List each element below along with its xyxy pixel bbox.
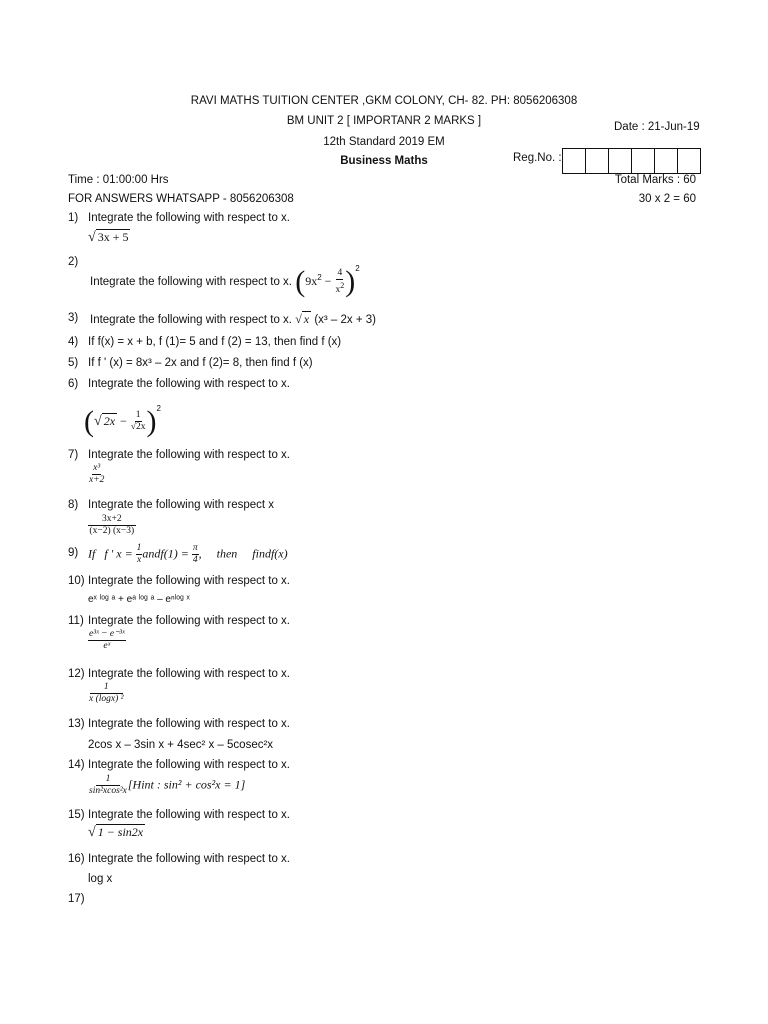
- expr-numerator: 4: [337, 267, 343, 278]
- question-number: 9): [68, 547, 79, 559]
- question-number: 13): [68, 718, 85, 730]
- expr-find: findf(x): [252, 546, 288, 561]
- question-expression: (√ 2x − $\frac{1}{√2x}$ )$^2$: [84, 404, 161, 438]
- regno-label: Reg.No. :: [513, 152, 562, 164]
- question-number: 15): [68, 809, 85, 821]
- question-expression: [88, 629, 126, 652]
- question-expression: [88, 774, 245, 797]
- expr-numerator: 1: [96, 774, 121, 786]
- expr-fprime: f ' x =: [104, 546, 133, 561]
- question-text: Integrate the following with respect to x.: [88, 668, 290, 680]
- center-name: RAVI MATHS TUITION CENTER ,GKM COLONY, CH- 82. PH: 8056206308: [190, 95, 578, 107]
- question-text: Integrate the following with respect to x.: [88, 759, 290, 771]
- question-number: 3): [68, 312, 79, 324]
- expr-denominator: x (logx) ²: [89, 694, 124, 704]
- unit-title: BM UNIT 2 [ IMPORTANR 2 MARKS ]: [286, 115, 482, 127]
- question-expression: Integrate the following with respect to x. √ x (x³ – 2x + 3): [90, 312, 377, 326]
- regno-cell[interactable]: [632, 149, 655, 173]
- regno-cell[interactable]: [655, 149, 678, 173]
- expr-numerator: x³: [93, 463, 101, 473]
- question-text: Integrate the following with respect to x.: [90, 276, 292, 288]
- question-expression: Integrate the following with respect to x. ($9x^2$ − $\frac{4}{x^2}$ )$^2$: [90, 264, 360, 298]
- expr-rest: (x³ – 2x + 3): [314, 314, 377, 326]
- expr-mid: andf(1) =: [142, 546, 189, 561]
- expr-denominator: x: [136, 555, 142, 565]
- question-text: Integrate the following with respect to x.: [88, 718, 290, 730]
- standard: 12th Standard 2019 EM: [323, 136, 445, 148]
- expr-radicand: 3x + 5: [97, 230, 129, 244]
- expr-radicand: 1 − sin2x: [97, 825, 144, 839]
- expr-denominator: eˣ: [103, 641, 111, 651]
- expr-numerator: π: [192, 543, 198, 553]
- expr-radicand: 2x: [103, 414, 116, 428]
- question-text: Integrate the following with respect to x.: [88, 449, 290, 461]
- regno-cell[interactable]: [563, 149, 586, 173]
- exam-date: Date : 21-Jun-19: [614, 121, 700, 133]
- expr-denominator: sin²xcos²x: [89, 786, 127, 796]
- question-expression: √ 3x + 5: [88, 230, 129, 245]
- question-expression: [88, 514, 136, 537]
- question-expression: If f ' x = $\frac{1}{x}$ andf(1) = $\frac{\pi}{4}$ , then findf(x): [88, 543, 288, 565]
- expr-if: If: [88, 546, 96, 561]
- question-text: Integrate the following with respect x: [88, 499, 275, 511]
- expr-denominator: 4: [192, 555, 198, 565]
- regno-cell[interactable]: [609, 149, 632, 173]
- question-text: If f ' (x) = 8x³ – 2x and f (2)= 8, then find f (x): [88, 357, 313, 369]
- question-text: Integrate the following with respect to x.: [88, 378, 290, 390]
- expr-numerator: 1: [135, 410, 141, 421]
- marks-calc: 30 x 2 = 60: [638, 193, 696, 205]
- question-number: 14): [68, 759, 85, 771]
- question-expression: [88, 682, 125, 705]
- question-number: 7): [68, 449, 79, 461]
- question-expression: eˣ ˡᵒᵍ ᵃ + eᵃ ˡᵒᵍ ᵃ – eⁿˡᵒᵍ ˣ: [88, 594, 190, 605]
- question-number: 8): [68, 499, 79, 511]
- expr-power: 2: [156, 404, 161, 413]
- expr-power: 2: [355, 264, 360, 273]
- question-number: 16): [68, 853, 85, 865]
- question-expression: log x: [88, 873, 113, 885]
- subject: Business Maths: [340, 155, 428, 167]
- question-expression: [88, 463, 105, 486]
- expr-numerator: 1: [90, 682, 123, 694]
- expr-radicand: x: [303, 312, 310, 326]
- question-text: Integrate the following with respect to x.: [88, 575, 290, 587]
- question-number: 11): [68, 615, 84, 627]
- question-text: Integrate the following with respect to x.: [88, 853, 290, 865]
- expr-then: then: [216, 546, 238, 561]
- question-number: 1): [68, 212, 79, 224]
- question-number: 17): [68, 893, 85, 905]
- expr-denominator: x+2: [89, 475, 105, 485]
- expr-numerator: 1: [136, 543, 142, 553]
- question-number: 4): [68, 336, 79, 348]
- question-number: 12): [68, 668, 85, 680]
- exam-time: Time : 01:00:00 Hrs: [68, 174, 169, 186]
- question-expression: 2cos x – 3sin x + 4sec² x – 5cosec²x: [88, 739, 274, 751]
- expr-term: 9x: [305, 274, 318, 288]
- expr-numerator: e³ˣ − e⁻³ˣ: [89, 629, 125, 639]
- expr-denominator: 2x: [136, 422, 146, 433]
- question-number: 5): [68, 357, 79, 369]
- question-number: 2): [68, 256, 79, 268]
- expr-numerator: 3x+2: [88, 514, 136, 526]
- question-text: Integrate the following with respect to x.: [88, 809, 290, 821]
- regno-cell[interactable]: [586, 149, 609, 173]
- question-text: Integrate the following with respect to x.: [88, 615, 290, 627]
- question-text: If f(x) = x + b, f (1)= 5 and f (2) = 13, then find f (x): [88, 336, 342, 348]
- regno-boxes[interactable]: [562, 148, 701, 174]
- question-expression: √ 1 − sin2x: [88, 825, 144, 840]
- whatsapp-note: FOR ANSWERS WHATSAPP - 8056206308: [68, 193, 294, 205]
- expr-denominator: x: [335, 285, 341, 296]
- expr-denominator: (x−2) (x−3): [89, 526, 135, 536]
- question-number: 10): [68, 575, 85, 587]
- question-text: Integrate the following with respect to x.: [88, 212, 290, 224]
- question-number: 6): [68, 378, 79, 390]
- expr-hint: [Hint : sin² + cos²x = 1]: [127, 777, 246, 792]
- regno-cell[interactable]: [678, 149, 700, 173]
- question-text: Integrate the following with respect to x.: [90, 314, 292, 326]
- total-marks: Total Marks : 60: [614, 174, 696, 186]
